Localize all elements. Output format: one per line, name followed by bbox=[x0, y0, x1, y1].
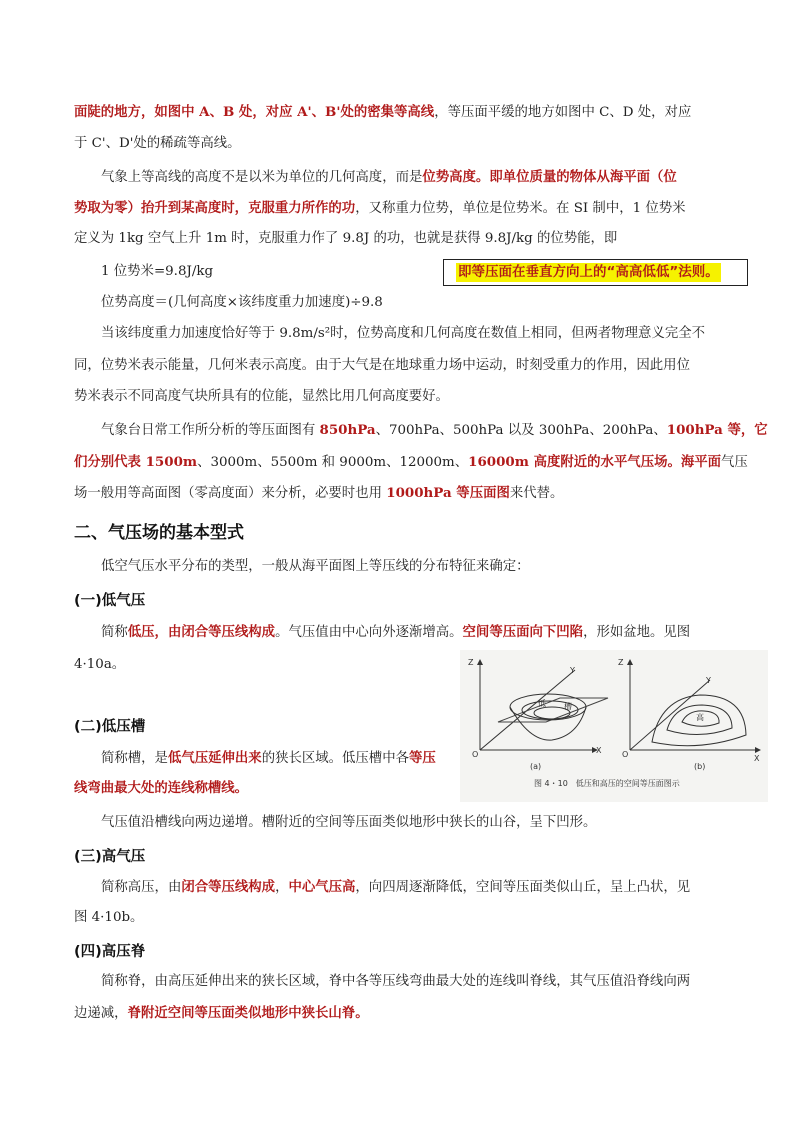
ridge-line1: 简称脊，由高压延伸出来的狭长区域，脊中各等压线弯曲最大处的连线叫脊线，其气压值沿脊线向两 bbox=[101, 974, 691, 989]
para1-emphasis: 面陡的地方，如图中 A、B 处，对应 A'、B'处的密集等高线 bbox=[74, 104, 435, 120]
fig-label-a: (a) bbox=[530, 762, 542, 771]
fig-high-label: 高 bbox=[696, 713, 704, 722]
subheading-high-pressure: (三)高气压 bbox=[74, 849, 146, 865]
figure-4-10 bbox=[460, 650, 768, 802]
trough-emphasis-3: 线弯曲最大处的连线称槽线。 bbox=[74, 780, 249, 796]
fig-label-b: (b) bbox=[694, 762, 706, 771]
para2-line3: 定义为 1kg 空气上升 1m 时，克服重力作了 9.8J 的功，也就是获得 9.8J/kg 的位势能，即 bbox=[74, 231, 618, 246]
para4-text-3: 、3000m、5500m 和 9000m、12000m、 bbox=[197, 455, 469, 470]
para4-line3 bbox=[74, 483, 563, 504]
formula-2: 位势高度＝(几何高度×该纬度重力加速度)÷9.8 bbox=[101, 295, 383, 310]
para1-line2: 于 C'、D'处的稀疏等高线。 bbox=[74, 136, 241, 151]
para2-line1 bbox=[101, 167, 677, 188]
fig-axis-z-a: Z bbox=[468, 658, 474, 667]
formula-1: 1 位势米=9.8J/kg bbox=[101, 264, 214, 279]
fig-axis-z-b: Z bbox=[618, 658, 624, 667]
low-emphasis-1: 低压，由闭合等压线构成 bbox=[127, 624, 276, 640]
low-text: 简称 bbox=[101, 625, 128, 640]
para4-line1 bbox=[101, 420, 768, 441]
trough-text-2: 的狭长区域。低压槽中各 bbox=[261, 751, 409, 766]
para2-line2 bbox=[74, 198, 686, 219]
fig-origin-b: O bbox=[622, 750, 629, 759]
low-emphasis-2: 空间等压面向下凹陷 bbox=[462, 624, 584, 640]
fig-low-label: 低 bbox=[538, 699, 546, 708]
para2-emphasis-2: 即单位质量的物体从海平面（位 bbox=[489, 169, 677, 185]
low-text-3: ，形如盆地。见图 bbox=[583, 625, 691, 640]
section-heading: 二、气压场的基本型式 bbox=[74, 523, 244, 543]
high-emphasis-1: 闭合等压线构成 bbox=[181, 879, 276, 895]
para4-emphasis-1: 850hPa bbox=[319, 422, 376, 438]
low-text-2: 。气压值由中心向外逐渐增高。 bbox=[275, 625, 463, 640]
high-text-3: ，向四周逐渐降低，空间等压面类似山丘，呈上凸状，见 bbox=[355, 880, 691, 895]
fig-axis-x-b: X bbox=[754, 754, 760, 763]
para4-text-6: 来代替。 bbox=[509, 486, 564, 501]
para4-emphasis-3: 们分别代表 1500m bbox=[74, 454, 198, 470]
figure-caption: 图 4・10 低压和高压的空间等压面图示 bbox=[534, 779, 680, 788]
para2-text: 气象上等高线的高度不是以米为单位的几何高度，而是 bbox=[101, 170, 423, 185]
high-pressure-line1 bbox=[101, 877, 690, 898]
para1-text: ，等压面平缓的地方如图中 C、D 处，对应 bbox=[434, 105, 692, 120]
para3-line3: 势米表示不同高度气块所具有的位能，显然比用几何高度要好。 bbox=[74, 389, 449, 404]
callout-text: 即等压面在垂直方向上的“高高低低”法则。 bbox=[458, 264, 719, 280]
para4-emphasis-2: 100hPa 等，它 bbox=[666, 422, 768, 438]
ridge-emphasis: 脊附近空间等压面类似地形中狭长山脊。 bbox=[127, 1005, 369, 1021]
subheading-trough: (二)低压槽 bbox=[74, 719, 146, 735]
low-pressure-line1 bbox=[101, 622, 690, 643]
subheading-low-pressure: (一)低气压 bbox=[74, 593, 146, 609]
para4-text-2: 、700hPa、500hPa 以及 300hPa、200hPa、 bbox=[375, 423, 667, 438]
para4-text: 气象台日常工作所分析的等压面图有 bbox=[101, 423, 320, 438]
ridge-text: 边递减， bbox=[74, 1006, 128, 1021]
fig-trough-label: 槽 bbox=[564, 702, 572, 711]
trough-line2 bbox=[74, 778, 248, 799]
para4-emphasis-4: 16000m 高度附近的水平气压场。 bbox=[468, 454, 681, 470]
para4-line2 bbox=[74, 452, 748, 473]
para3-line2: 同，位势米表示能量，几何米表示高度。由于大气是在地球重力场中运动，时刻受重力的作用，因此用位 bbox=[74, 358, 690, 373]
low-pressure-line2: 4·10a。 bbox=[74, 657, 126, 672]
para4-emphasis-6: 1000hPa 等压面图 bbox=[386, 485, 510, 501]
fig-axis-y-b: Y bbox=[706, 676, 711, 685]
section-intro: 低空气压水平分布的类型，一般从海平面图上等压线的分布特征来确定： bbox=[101, 559, 530, 574]
subheading-ridge: (四)高压脊 bbox=[74, 944, 146, 960]
ridge-line2 bbox=[74, 1003, 369, 1024]
fig-origin-a: O bbox=[472, 750, 479, 759]
para3-line1: 当该纬度重力加速度恰好等于 9.8m/s²时，位势高度和几何高度在数值上相同，但两者物理意义完全不 bbox=[101, 326, 706, 341]
para2-emphasis-1: 位势高度。 bbox=[422, 169, 490, 185]
trough-emphasis-1: 低气压延伸出来 bbox=[167, 750, 262, 766]
trough-emphasis-2: 等压 bbox=[408, 750, 436, 766]
trough-line3: 气压值沿槽线向两边递增。槽附近的空间等压面类似地形中狭长的山谷，呈下凹形。 bbox=[101, 815, 597, 830]
para4-text-5: 场一般用等高面图（零高度面）来分析，必要时也用 bbox=[74, 486, 387, 501]
para1-line1 bbox=[74, 102, 691, 123]
trough-line1 bbox=[101, 748, 436, 769]
fig-axis-y-a: Y bbox=[570, 666, 575, 675]
para2-text-2: ，又称重力位势，单位是位势米。在 SI 制中，1 位势米 bbox=[355, 201, 686, 216]
para4-text-4: 气压 bbox=[721, 455, 748, 470]
para2-emphasis-3: 势取为零）抬升到某高度时，克服重力所作的功 bbox=[74, 200, 356, 216]
high-pressure-line2: 图 4·10b。 bbox=[74, 910, 144, 925]
fig-axis-x-a: X bbox=[596, 746, 602, 755]
callout-box bbox=[443, 259, 748, 286]
high-emphasis-2: 中心气压高 bbox=[288, 879, 356, 895]
para4-emphasis-5: 海平面 bbox=[680, 454, 722, 470]
high-text: 简称高压，由 bbox=[101, 880, 182, 895]
high-text-2: ， bbox=[275, 880, 289, 895]
trough-text: 简称槽，是 bbox=[101, 751, 168, 766]
